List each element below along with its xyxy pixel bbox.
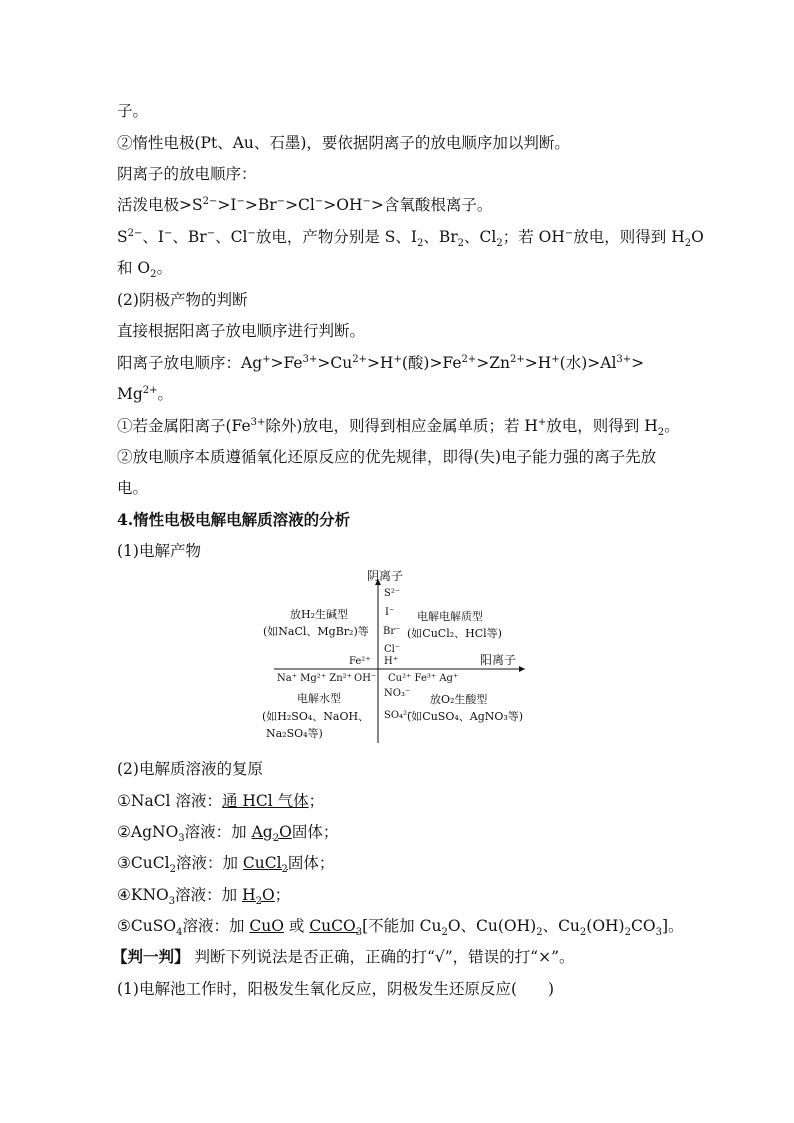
text-line: ②放电顺序本质遵循氧化还原反应的优先规律，即得(失)电子能力强的离子先放 bbox=[117, 448, 657, 466]
text-line: 阴离子的放电顺序： bbox=[117, 165, 257, 183]
text-line: 和 $O_2$。 bbox=[117, 259, 173, 281]
quadrant-title: 放H₂生碱型 bbox=[290, 608, 349, 621]
restore-item: $④KNO_3$溶液：加 $H_2O$； bbox=[117, 886, 291, 908]
y-axis-label: 阴离子 bbox=[367, 569, 404, 583]
anion-label: Cl⁻ bbox=[384, 644, 401, 655]
subheading: (2)电解质溶液的复原 bbox=[117, 760, 263, 778]
judge-tag: 【判一判】 bbox=[112, 947, 190, 966]
text-line: 子。 bbox=[117, 102, 149, 120]
judge-question: (1)电解池工作时，阳极发生氧化反应，阴极发生还原反应( ) bbox=[117, 980, 555, 998]
quadrant-title: 电解水型 bbox=[297, 692, 341, 705]
subheading: (1)电解产物 bbox=[117, 542, 201, 560]
cation-label: Fe²⁺ bbox=[349, 656, 371, 667]
x-axis-label: 阳离子 bbox=[480, 653, 517, 667]
restore-item: ⑤CuSO$_4$溶液：加 CuO 或 CuCO$_3$[不能加 $Cu_2O$、$Cu(OH)_2$、$Cu_2(OH)_2CO_3$]。 bbox=[117, 917, 684, 939]
text-line: $Mg^{2+}$。 bbox=[117, 384, 174, 403]
text-line: $S^{2-}$、I−、Br−、Cl−放电，产物分别是 S、$I_2$、$Br_2$、$Cl_2$；若 OH−放电，则得到 $H_2O$ bbox=[117, 227, 704, 250]
restore-item: ①NaCl 溶液：通 HCl 气体； bbox=[117, 792, 325, 810]
cation-label: Na⁺ Mg²⁺ Zn²⁺ bbox=[277, 673, 352, 684]
quadrant-example: Na₂SO₄等) bbox=[266, 727, 323, 740]
quadrant-example: (如CuCl₂、HCl等) bbox=[407, 627, 502, 640]
cation-label: H⁺ bbox=[384, 656, 398, 667]
anion-discharge-order: 活泼电极$>S^{2-}>I^->Br^->Cl^->OH^->$含氧酸根离子。 bbox=[117, 195, 493, 214]
anion-label: S²⁻ bbox=[384, 588, 401, 599]
restore-item: ②AgNO$_3$溶液：加 $Ag_2O$固体； bbox=[117, 823, 339, 845]
section-heading: 4.惰性电极电解电解质溶液的分析 bbox=[117, 510, 351, 529]
restore-item: ③CuCl$_2$溶液：加 CuCl$_2$固体； bbox=[117, 854, 335, 876]
judge-instruction: 【判一判】 判断下列说法是否正确，正确的打“√”，错误的打“×”。 bbox=[112, 947, 575, 966]
anion-label: SO₄²⁻ bbox=[384, 710, 413, 721]
quadrant-example: (如CuSO₄、AgNO₃等) bbox=[407, 710, 524, 723]
subheading: (2)阴极产物的判断 bbox=[117, 291, 248, 309]
cation-label: Cu²⁺ Fe³⁺ Ag⁺ bbox=[388, 673, 459, 684]
anion-label: I⁻ bbox=[385, 607, 395, 618]
cation-discharge-order: 阳离子放电顺序：$Ag^+>Fe^{3+}>Cu^{2+}>H^+$(酸)$>Fe^{2+}>Zn^{2+}>H^+$(水)$>Al^{3+}>$ bbox=[117, 353, 645, 372]
text-line: 直接根据阳离子放电顺序进行判断。 bbox=[117, 322, 366, 340]
quadrant-example: (如H₂SO₄、NaOH、 bbox=[262, 710, 370, 723]
electrolysis-diagram bbox=[260, 565, 535, 745]
anion-label: OH⁻ bbox=[354, 673, 377, 684]
anion-label: Br⁻ bbox=[383, 626, 401, 637]
text-line: ②惰性电极(Pt、Au、石墨)，要依据阴离子的放电顺序加以判断。 bbox=[117, 134, 570, 152]
text-line: ①若金属阳离子($Fe^{3+}$除外)放电，则得到相应金属单质；若 H+放电，则得到 $H_2$。 bbox=[117, 416, 680, 439]
anion-label: NO₃⁻ bbox=[384, 688, 411, 699]
quadrant-title: 放O₂生酸型 bbox=[430, 693, 488, 706]
quadrant-example: (如NaCl、MgBr₂)等 bbox=[263, 625, 369, 638]
quadrant-title: 电解电解质型 bbox=[417, 610, 483, 623]
text-line: 电。 bbox=[117, 479, 149, 497]
